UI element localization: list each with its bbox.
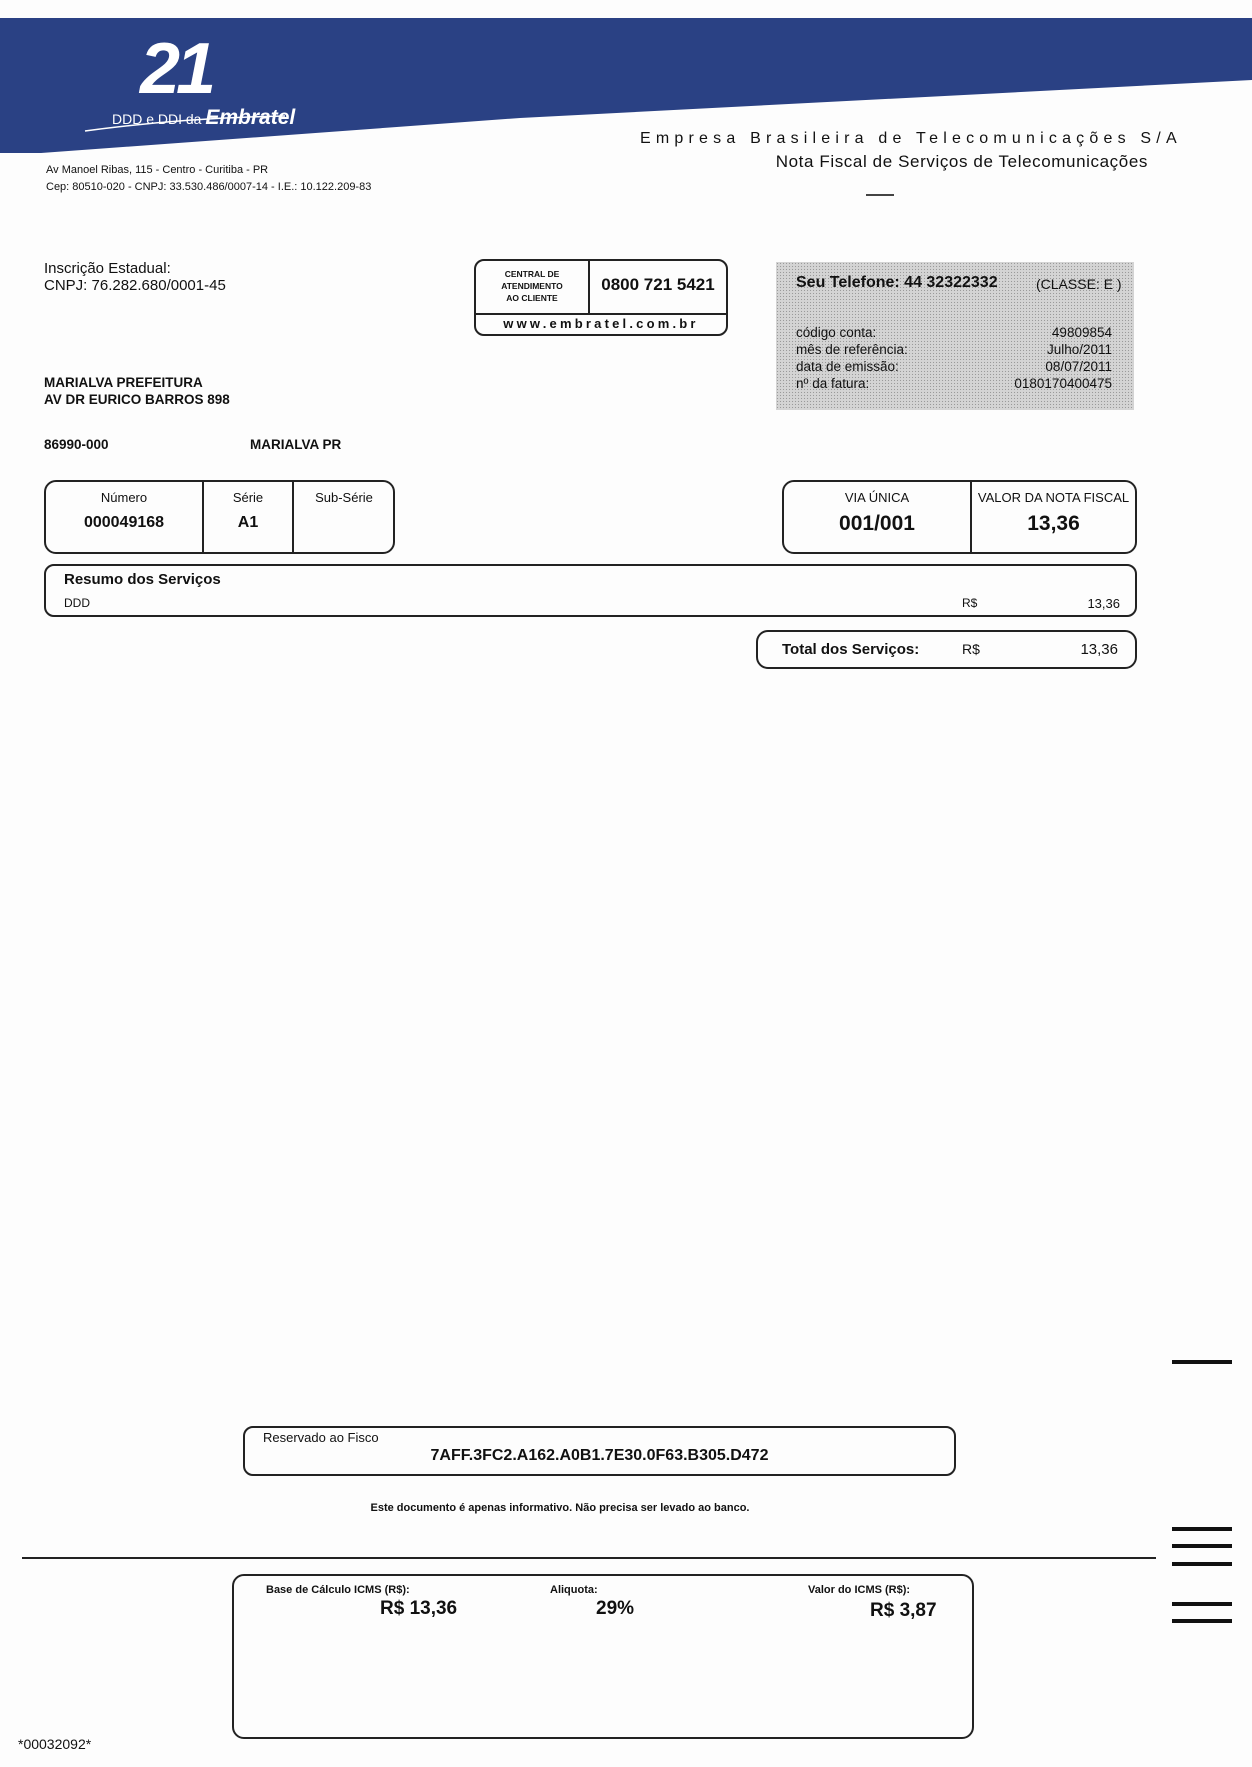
subserie-label: Sub-Série bbox=[315, 490, 373, 505]
serie-value: A1 bbox=[237, 514, 259, 531]
logo-tagline: DDD e DDI da Embratel bbox=[112, 106, 296, 129]
serie-label: Série bbox=[232, 490, 264, 505]
recipient-city: MARIALVA PR bbox=[250, 437, 342, 452]
margin-mark bbox=[1172, 1544, 1232, 1548]
numero-value: 000049168 bbox=[83, 514, 165, 531]
support-box bbox=[474, 259, 728, 336]
company-name: Empresa Brasileira de Telecomunicações S/A bbox=[640, 130, 1182, 147]
icms-base-value: R$ 13,36 bbox=[380, 1598, 458, 1619]
support-website[interactable]: www.embratel.com.br bbox=[503, 316, 699, 331]
summary-service: DDD bbox=[64, 596, 90, 610]
company-ids: Cep: 80510-020 - CNPJ: 33.530.486/0007-14 - I.E.: 10.122.209-83 bbox=[46, 181, 372, 193]
invoice-value-box bbox=[782, 480, 1137, 554]
icms-aliquota-label: Aliquota: bbox=[550, 1584, 598, 1596]
total-amount: 13,36 bbox=[1080, 641, 1118, 658]
account-row-date: data de emissão: 08/07/2011 bbox=[796, 359, 1112, 374]
total-box bbox=[756, 630, 1137, 669]
account-row-month: mês de referência: Julho/2011 bbox=[796, 342, 1112, 357]
summary-amount: 13,36 bbox=[1087, 596, 1120, 611]
total-label: Total dos Serviços: bbox=[782, 641, 920, 658]
fisco-label: Reservado ao Fisco bbox=[263, 1430, 379, 1445]
icms-valor-value: R$ 3,87 bbox=[870, 1600, 937, 1621]
ie-label: Inscrição Estadual: bbox=[44, 260, 171, 277]
support-phone: 0800 721 5421 bbox=[601, 275, 715, 294]
footer-code: *00032092* bbox=[18, 1736, 92, 1752]
support-label: CENTRAL DE ATENDIMENTO AO CLIENTE bbox=[501, 269, 563, 303]
fisco-box bbox=[243, 1426, 956, 1476]
summary-box bbox=[44, 564, 1137, 617]
icms-valor-label: Valor do ICMS (R$): bbox=[808, 1584, 911, 1596]
account-phone: Seu Telefone: 44 32322332 bbox=[796, 274, 998, 291]
account-box bbox=[776, 262, 1134, 410]
account-class: (CLASSE: E ) bbox=[1036, 276, 1122, 292]
title-dash bbox=[866, 194, 894, 196]
logo-number: 21 bbox=[140, 29, 213, 109]
recipient-name: MARIALVA PREFEITURA bbox=[44, 375, 203, 390]
invoice-number-box bbox=[44, 480, 395, 554]
valor-value: 13,36 bbox=[1027, 512, 1080, 535]
recipient-street: AV DR EURICO BARROS 898 bbox=[44, 392, 230, 407]
numero-label: Número bbox=[100, 490, 148, 505]
summary-currency: R$ bbox=[962, 596, 978, 610]
document-title: Nota Fiscal de Serviços de Telecomunicações bbox=[775, 152, 1148, 171]
account-rows bbox=[796, 324, 1112, 392]
icms-base-label: Base de Cálculo ICMS (R$): bbox=[266, 1584, 410, 1596]
margin-mark bbox=[1172, 1562, 1232, 1566]
icms-box bbox=[232, 1574, 974, 1739]
separator-line bbox=[22, 1557, 1156, 1559]
via-label: VIA ÚNICA bbox=[844, 490, 910, 505]
summary-title: Resumo dos Serviços bbox=[64, 571, 221, 588]
margin-mark bbox=[1172, 1602, 1232, 1606]
margin-mark bbox=[1172, 1619, 1232, 1623]
icms-aliquota-value: 29% bbox=[596, 1598, 635, 1619]
company-address: Av Manoel Ribas, 115 - Centro - Curitiba - PR bbox=[46, 164, 269, 176]
account-row-invoice: nº da fatura: 0180170400475 bbox=[796, 376, 1112, 391]
informative-notice: Este documento é apenas informativo. Não precisa ser levado ao banco. bbox=[370, 1502, 750, 1514]
logo-brand: Embratel bbox=[205, 106, 296, 129]
margin-mark bbox=[1172, 1360, 1232, 1364]
recipient-cep: 86990-000 bbox=[44, 437, 109, 452]
fisco-code: 7AFF.3FC2.A162.A0B1.7E30.0F63.B305.D472 bbox=[430, 1447, 769, 1464]
margin-mark bbox=[1172, 1527, 1232, 1531]
via-value: 001/001 bbox=[839, 512, 915, 535]
valor-label: VALOR DA NOTA FISCAL bbox=[977, 490, 1130, 505]
customer-cnpj: CNPJ: 76.282.680/0001-45 bbox=[44, 277, 226, 294]
account-row-code: código conta: 49809854 bbox=[796, 325, 1112, 340]
support-divider-h bbox=[476, 313, 726, 315]
total-currency: R$ bbox=[962, 641, 980, 657]
